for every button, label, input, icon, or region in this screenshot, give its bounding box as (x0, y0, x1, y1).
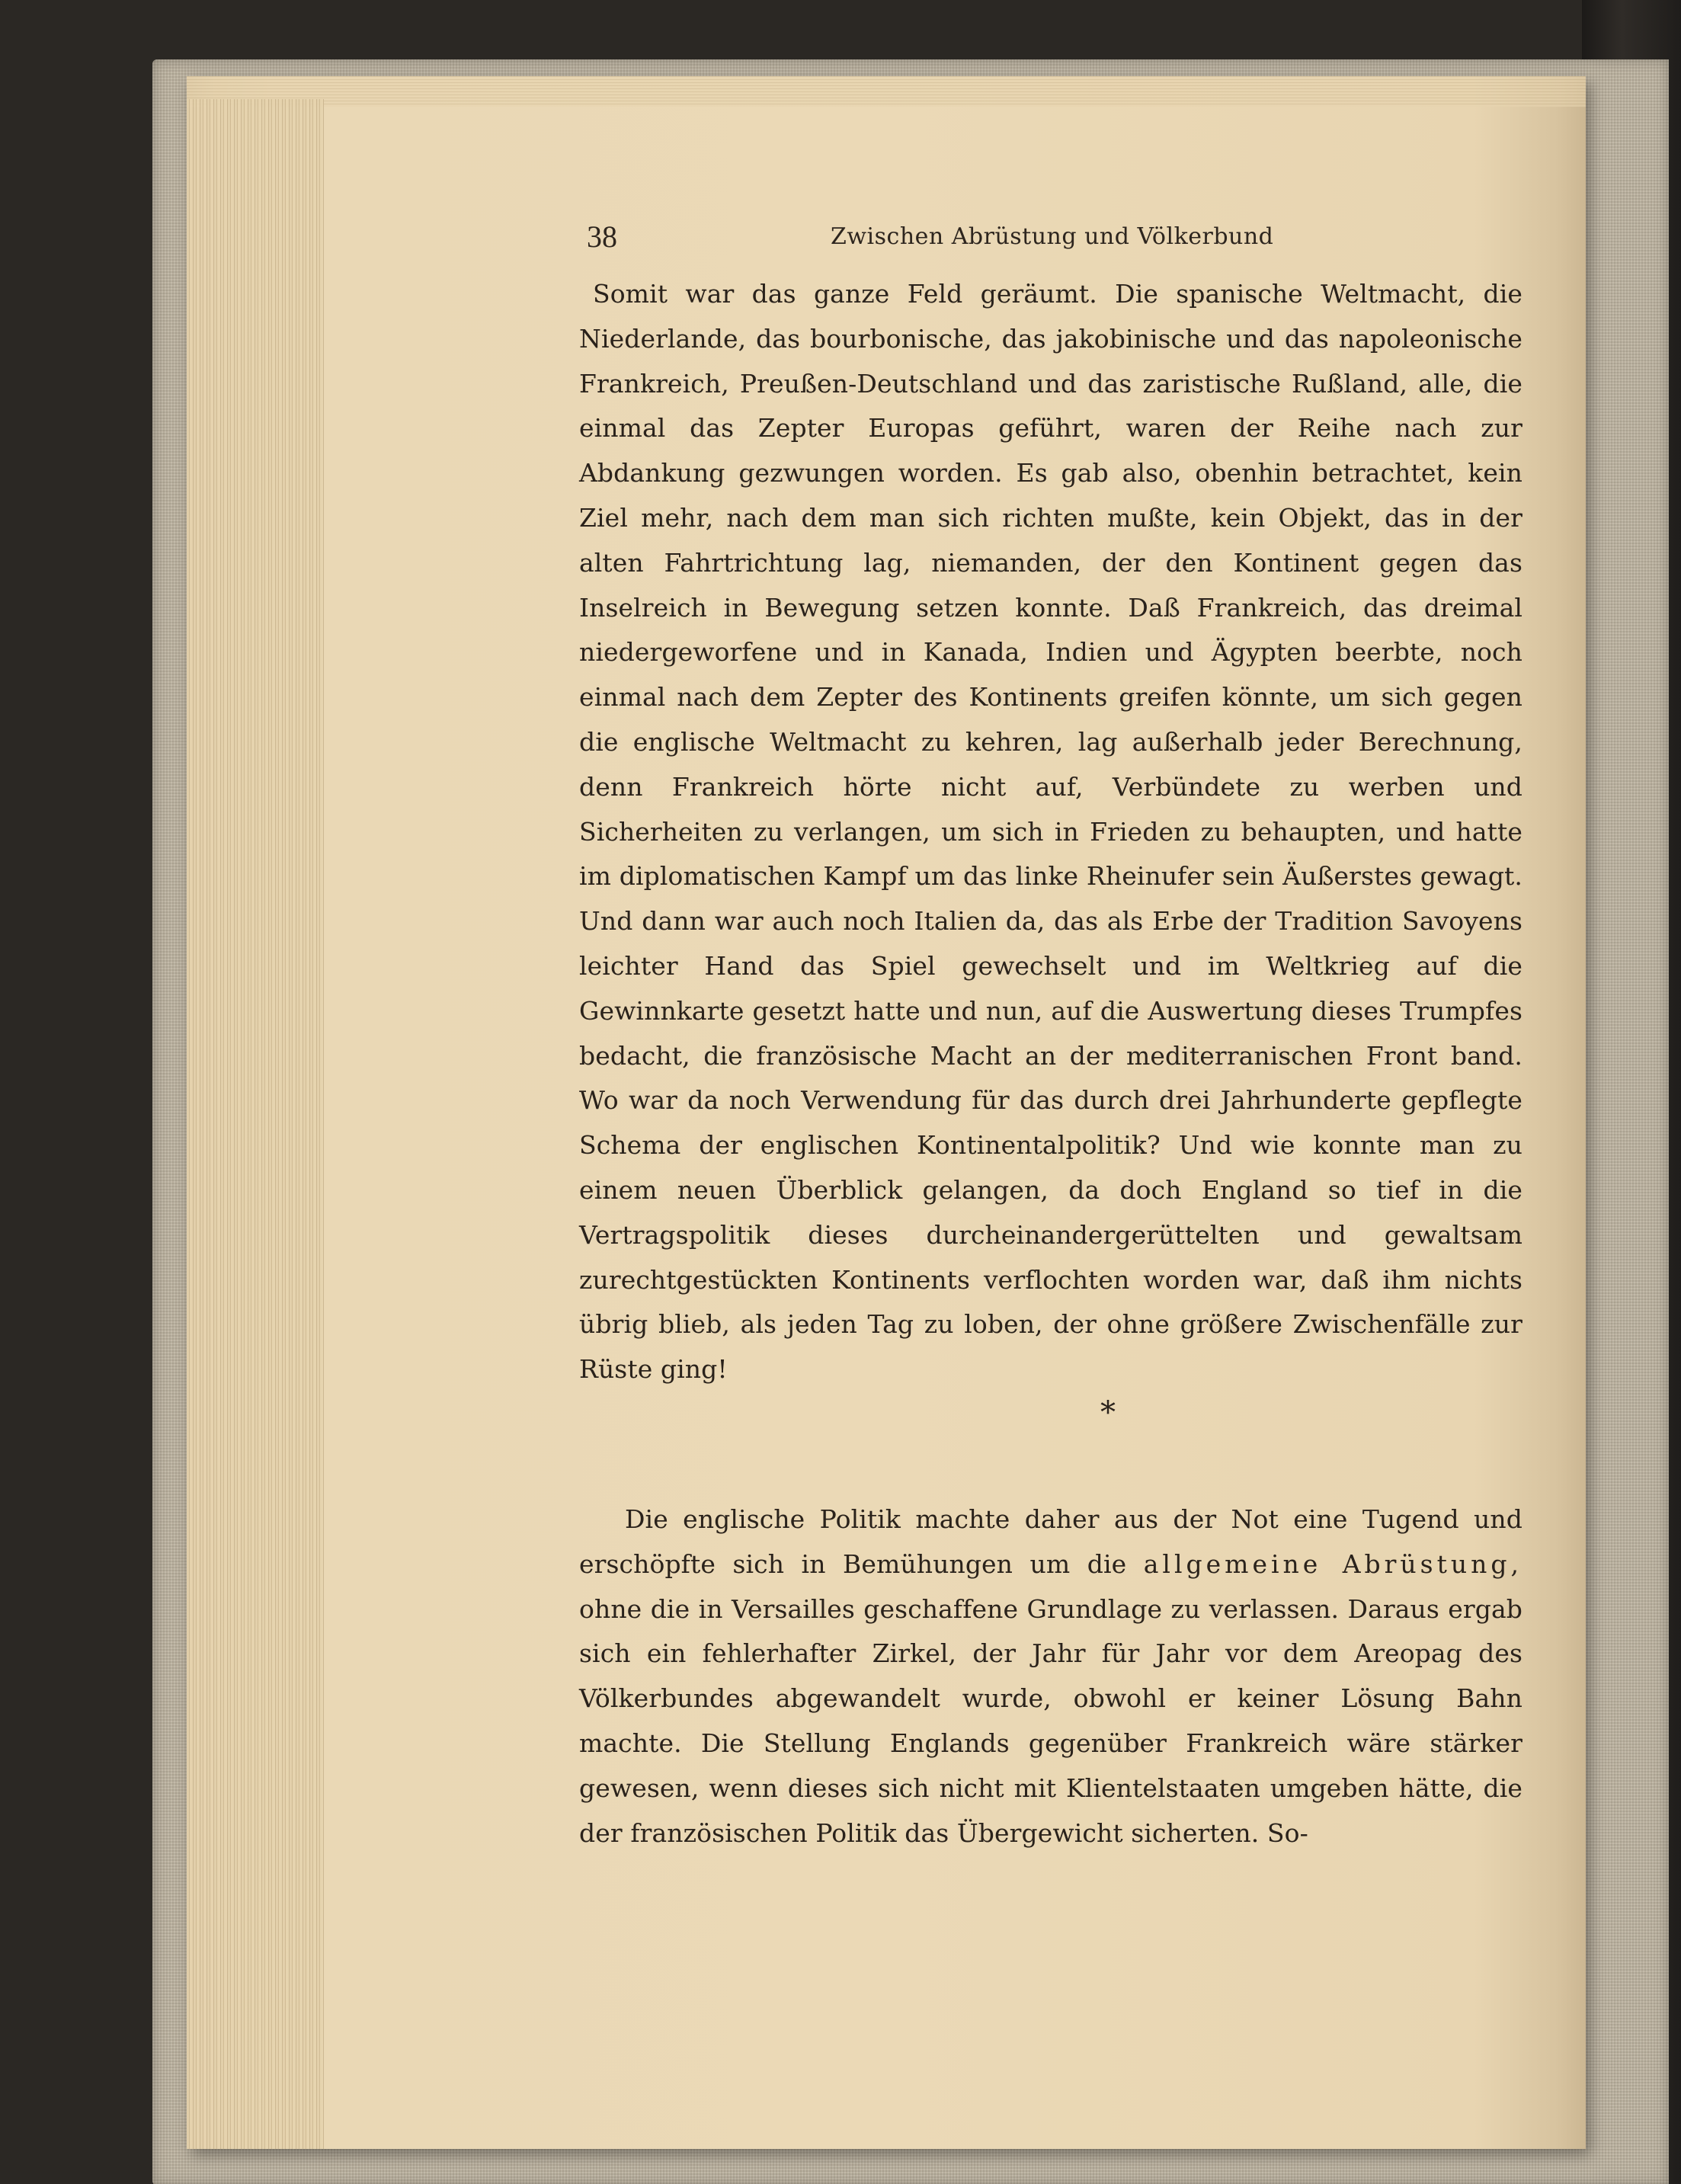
paragraph-2-after: ohne die in Versailles geschaffene Grundlage zu verlassen. Daraus ergab sich ein fehlerhafter Zirkel, der Jahr für Jahr vor dem Areopag des Völkerbundes abgewandelt wurde, obwohl er keiner Lösung Bahn machte. Die Stellung Englands gegenüber Frankreich wäre stärker gewesen, wenn dieses sich nicht mit Klientelstaaten umgeben hätte, die der französischen Politik das Übergewicht sicherten. So- (579, 1593, 1523, 1848)
section-separator: * (1100, 1395, 1116, 1430)
page-text (579, 210, 1523, 1856)
page-edges-top (187, 76, 1586, 107)
paragraph-1: Somit war das ganze Feld geräumt. Die spanische Weltmacht, die Niederlande, das bourbonische, das jakobinische und das napoleonische Frankreich, Preußen-Deutschland und das zaristische Rußland, alle, die einmal das Zepter Europas geführt, waren der Reihe nach zur Abdankung gezwungen worden. Es gab also, obenhin betrachtet, kein Ziel mehr, nach dem man sich richten mußte, kein Objekt, das in der alten Fahrtrichtung lag, niemanden, der den Kontinent gegen das Inselreich in Bewegung setzen konnte. Daß Frankreich, das dreimal niedergeworfene und in Kanada, Indien und Ägypten beerbte, noch einmal nach dem Zepter des Kontinents greifen könnte, um sich gegen die englische Weltmacht zu kehren, lag außerhalb jeder Berechnung, denn Frankreich hörte nicht auf, Verbündete zu werben und Sicherheiten zu verlangen, um sich in Frieden zu behaupten, und hatte im diplomatischen Kampf um das linke Rheinufer sein Äußerstes gewagt. Und dann war auch noch Italien da, das als Erbe der Tradition Savoyens leichter Hand das Spiel gewechselt und im Weltkrieg auf die Gewinnkarte gesetzt hatte und nun, auf die Auswertung dieses Trumpfes bedacht, die französische Macht an der mediterranischen Front band. Wo war da noch Verwendung für das durch drei Jahrhunderte gepflegte Schema der englischen Kontinentalpolitik? Und wie konnte man zu einem neuen Überblick gelangen, da doch England so tief in die Vertragspolitik dieses durcheinandergerüttelten und gewaltsam zurechtgestückten Kontinents verflochten worden war, daß ihm nichts übrig blieb, als jeden Tag zu loben, der ohne größere Zwischenfälle zur Rüste ging! (579, 279, 1523, 1385)
paragraph-2-before: Die englische Politik machte daher aus der Not eine Tugend und erschöpfte sich in Bemühungen um die (579, 1504, 1523, 1579)
running-head (579, 210, 1523, 263)
page-edges (187, 99, 324, 2149)
paragraph-2-emphasis: allgemeine Abrüstung, (1143, 1548, 1523, 1579)
running-head-title: Zwischen Abrüstung und Völkerbund (831, 223, 1274, 250)
paragraph-2 (579, 1497, 1523, 1856)
page-number: 38 (587, 219, 617, 254)
